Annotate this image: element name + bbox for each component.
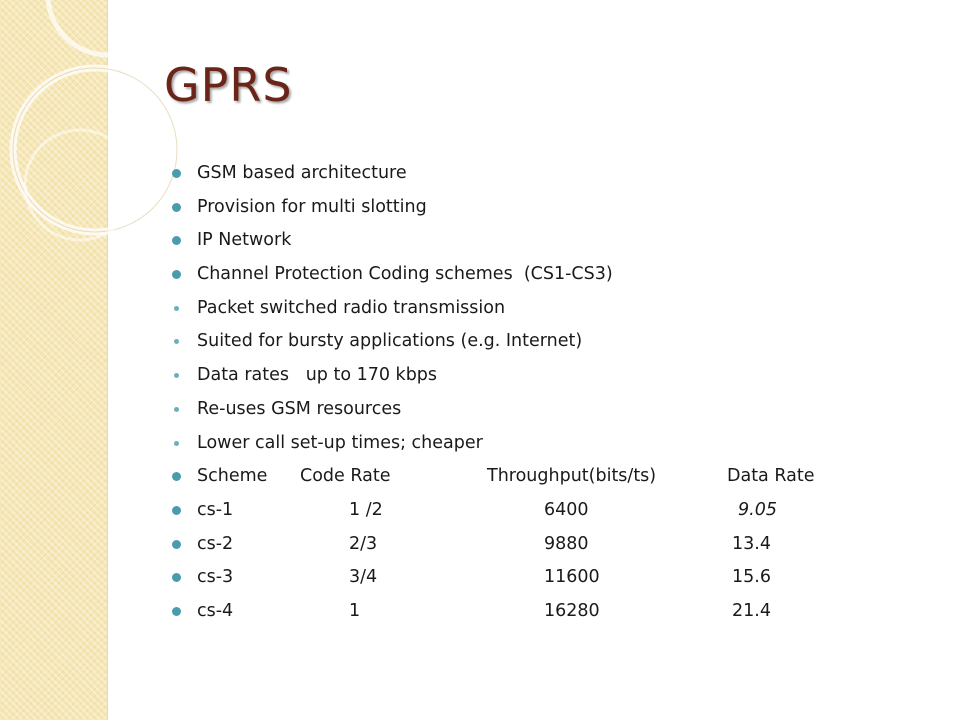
bullet-dot-icon xyxy=(172,472,181,481)
header-data-rate: Data Rate xyxy=(727,466,815,487)
bullet-item xyxy=(172,326,932,360)
bullet-item xyxy=(172,360,932,394)
cell-code-rate: 3/4 xyxy=(349,567,378,588)
cell-scheme: cs-3 xyxy=(197,567,234,588)
bullet-text: Packet switched radio transmission xyxy=(197,297,506,318)
bullet-item xyxy=(172,158,932,192)
bullet-dot-icon xyxy=(174,373,179,378)
cell-data-rate: 21.4 xyxy=(732,600,771,621)
cell-code-rate: 2/3 xyxy=(349,533,378,554)
cell-scheme: cs-1 xyxy=(197,499,234,520)
bullet-text: IP Network xyxy=(197,230,292,251)
bullet-text: Re-uses GSM resources xyxy=(197,398,402,419)
header-code-rate: Code Rate xyxy=(300,466,391,487)
bullet-list xyxy=(172,158,932,630)
bullet-dot-icon xyxy=(174,441,179,446)
cell-data-rate: 9.05 xyxy=(738,499,777,520)
bullet-dot-icon xyxy=(172,506,181,515)
bullet-item xyxy=(172,225,932,259)
bullet-dot-icon xyxy=(174,306,179,311)
bullet-text: GSM based architecture xyxy=(197,163,407,183)
bullet-dot-icon xyxy=(172,607,181,616)
cell-code-rate: 1 xyxy=(349,600,361,621)
cell-throughput: 6400 xyxy=(544,499,589,520)
table-header-row xyxy=(172,461,932,495)
cell-scheme: cs-4 xyxy=(197,600,234,621)
bullet-item xyxy=(172,293,932,327)
table-row xyxy=(172,562,932,596)
decorative-circles xyxy=(0,0,140,260)
bullet-text: Channel Protection Coding schemes (CS1-CS3) xyxy=(197,264,613,285)
bullet-text: Data rates up to 170 kbps xyxy=(197,365,438,386)
cell-throughput: 11600 xyxy=(544,567,600,588)
cell-scheme: cs-2 xyxy=(197,533,234,554)
header-throughput: Throughput(bits/ts) xyxy=(487,466,657,487)
bullet-dot-icon xyxy=(172,203,181,212)
table-row xyxy=(172,529,932,563)
bullet-dot-icon xyxy=(174,339,179,344)
bullet-item xyxy=(172,259,932,293)
bullet-dot-icon xyxy=(172,270,181,279)
bullet-dot-icon xyxy=(174,407,179,412)
header-scheme: Scheme xyxy=(197,466,268,487)
bullet-dot-icon xyxy=(172,236,181,245)
bullet-dot-icon xyxy=(172,540,181,549)
bullet-item xyxy=(172,428,932,462)
cell-throughput: 9880 xyxy=(544,533,589,554)
bullet-text: Provision for multi slotting xyxy=(197,196,427,217)
cell-code-rate: 1 /2 xyxy=(349,499,383,520)
bullet-text: Lower call set-up times; cheaper xyxy=(197,432,483,453)
table-row xyxy=(172,596,932,630)
bullet-item xyxy=(172,394,932,428)
bullet-dot-icon xyxy=(172,169,181,178)
cell-throughput: 16280 xyxy=(544,600,600,621)
cell-data-rate: 15.6 xyxy=(732,567,771,588)
bullet-item xyxy=(172,192,932,226)
slide-title: GPRS xyxy=(164,58,293,112)
bullet-text: Suited for bursty applications (e.g. Internet) xyxy=(197,331,583,352)
table-row xyxy=(172,495,932,529)
bullet-dot-icon xyxy=(172,573,181,582)
cell-data-rate: 13.4 xyxy=(732,533,771,554)
